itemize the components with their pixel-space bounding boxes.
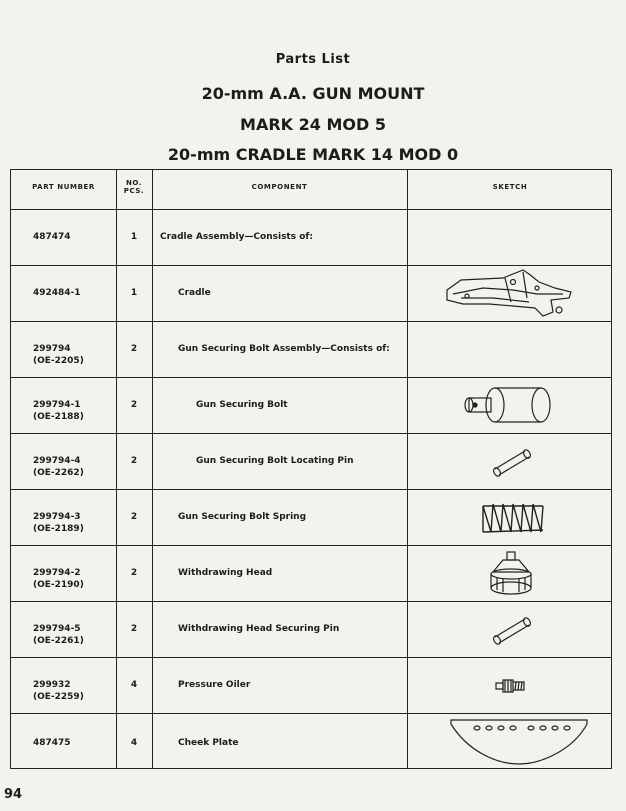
part-number-primary: 299932	[33, 680, 71, 690]
spring-sketch	[477, 496, 551, 540]
component-name: Gun Securing Bolt Spring	[178, 512, 307, 522]
pieces: 1	[130, 232, 138, 242]
header-pcs-line2: PCS.	[123, 187, 145, 195]
part-number-alt: (OE-2189)	[33, 524, 84, 534]
pieces: 2	[130, 512, 138, 522]
row-divider	[11, 657, 611, 658]
mount-title: 20-mm A.A. GUN MOUNT	[201, 84, 425, 103]
mark-title: MARK 24 MOD 5	[240, 115, 386, 134]
row-divider	[11, 713, 611, 714]
part-number	[33, 679, 84, 703]
header-component: COMPONENT	[251, 183, 308, 191]
part-number-alt: (OE-2188)	[33, 412, 84, 422]
header-pcs-line1: NO.	[125, 179, 143, 187]
component-name: Gun Securing Bolt Assembly—Consists of:	[178, 344, 390, 354]
cradle-sketch	[443, 268, 579, 320]
part-number	[33, 623, 84, 647]
part-number-primary: 299794-1	[33, 400, 81, 410]
part-number-primary: 299794	[33, 344, 71, 354]
row-divider	[11, 321, 611, 322]
header-part-number: PART NUMBER	[32, 183, 95, 191]
part-number	[33, 343, 84, 367]
component-name: Gun Securing Bolt Locating Pin	[196, 456, 354, 466]
row-divider	[11, 433, 611, 434]
row-divider	[11, 601, 611, 602]
part-number-primary: 299794-3	[33, 512, 81, 522]
part-number-alt: (OE-2259)	[33, 692, 84, 702]
part-number: 487474	[33, 232, 71, 242]
pieces: 2	[130, 400, 138, 410]
row-divider	[11, 545, 611, 546]
row-divider	[11, 209, 611, 210]
pin-sketch	[487, 444, 537, 480]
parts-list-title: Parts List	[275, 52, 351, 67]
cradle-title: 20-mm CRADLE MARK 14 MOD 0	[167, 145, 459, 164]
bolt-sketch	[459, 380, 555, 430]
component-name: Withdrawing Head Securing Pin	[178, 624, 340, 634]
part-number: 492484-1	[33, 288, 81, 298]
component-name: Cheek Plate	[178, 738, 239, 748]
part-number-primary: 299794-5	[33, 624, 81, 634]
part-number-primary: 299794-4	[33, 456, 81, 466]
pieces: 1	[130, 288, 138, 298]
pieces: 4	[130, 680, 138, 690]
part-number	[33, 455, 84, 479]
component-name: Gun Securing Bolt	[196, 400, 288, 410]
part-number	[33, 567, 84, 591]
part-number-alt: (OE-2261)	[33, 636, 84, 646]
part-number-alt: (OE-2262)	[33, 468, 84, 478]
row-divider	[11, 265, 611, 266]
column-divider	[407, 170, 408, 768]
component-name: Pressure Oiler	[178, 680, 251, 690]
header-sketch: SKETCH	[492, 183, 528, 191]
pieces: 4	[130, 738, 138, 748]
row-divider	[11, 489, 611, 490]
oiler-sketch	[493, 674, 529, 698]
header-pcs	[116, 179, 152, 195]
part-number-alt: (OE-2190)	[33, 580, 84, 590]
component-name: Cradle Assembly—Consists of:	[160, 232, 313, 242]
pin-sketch	[487, 612, 537, 648]
cheek-plate-sketch	[447, 716, 593, 768]
pieces: 2	[130, 456, 138, 466]
column-divider	[152, 170, 153, 768]
pieces: 2	[130, 344, 138, 354]
part-number-primary: 299794-2	[33, 568, 81, 578]
part-number: 487475	[33, 738, 71, 748]
pieces: 2	[130, 624, 138, 634]
component-name: Withdrawing Head	[178, 568, 273, 578]
part-number	[33, 511, 84, 535]
row-divider	[11, 377, 611, 378]
part-number	[33, 399, 84, 423]
withdrawing-head-sketch	[483, 548, 539, 600]
component-name: Cradle	[178, 288, 211, 298]
parts-table	[10, 169, 612, 769]
part-number-alt: (OE-2205)	[33, 356, 84, 366]
page-number: 94	[4, 787, 23, 802]
pieces: 2	[130, 568, 138, 578]
